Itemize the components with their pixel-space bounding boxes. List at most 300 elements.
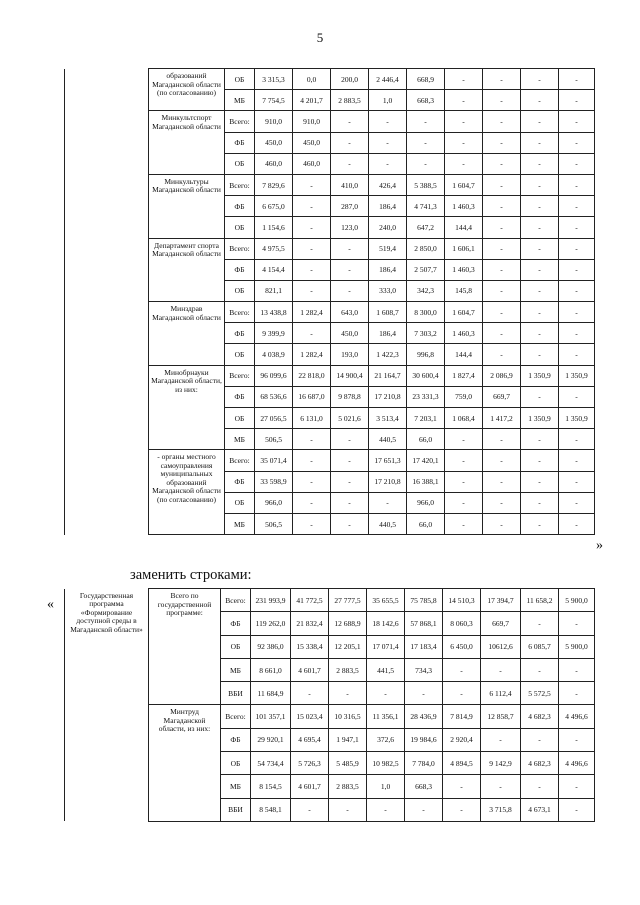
value-cell: 506,5 — [255, 429, 293, 450]
value-cell: 450,0 — [331, 323, 369, 344]
value-cell: 5 572,5 — [521, 682, 559, 705]
value-cell: - — [331, 450, 369, 471]
value-cell: - — [521, 612, 559, 635]
source-cell: МБ — [221, 775, 251, 798]
value-cell: 35 655,5 — [367, 589, 405, 612]
value-cell: 186,4 — [369, 196, 407, 217]
value-cell: - — [559, 775, 595, 798]
value-cell: 996,8 — [407, 344, 445, 365]
source-cell: ОБ — [225, 344, 255, 365]
value-cell: 643,0 — [331, 302, 369, 323]
value-cell: - — [483, 111, 521, 132]
value-cell: 966,0 — [407, 492, 445, 513]
value-cell: - — [329, 798, 367, 821]
value-cell: - — [445, 450, 483, 471]
value-cell: - — [559, 429, 595, 450]
source-cell: ОБ — [225, 217, 255, 238]
value-cell: - — [369, 132, 407, 153]
value-cell: - — [483, 450, 521, 471]
value-cell: 3 715,8 — [481, 798, 521, 821]
value-cell: - — [521, 302, 559, 323]
value-cell: - — [521, 90, 559, 111]
value-cell: 240,0 — [369, 217, 407, 238]
value-cell: 231 993,9 — [251, 589, 291, 612]
value-cell: 16 687,0 — [293, 386, 331, 407]
value-cell: 3 315,3 — [255, 69, 293, 90]
source-cell: ОБ — [221, 635, 251, 658]
value-cell: - — [559, 471, 595, 492]
value-cell: 17 210,8 — [369, 386, 407, 407]
value-cell: 1 154,6 — [255, 217, 293, 238]
value-cell: - — [559, 323, 595, 344]
value-cell: - — [559, 798, 595, 821]
value-cell: 1 606,1 — [445, 238, 483, 259]
value-cell: - — [445, 111, 483, 132]
value-cell: - — [331, 513, 369, 534]
value-cell: 1 282,4 — [293, 302, 331, 323]
value-cell: 2 883,5 — [329, 775, 367, 798]
value-cell: - — [293, 513, 331, 534]
value-cell: 17 420,1 — [407, 450, 445, 471]
value-cell: 4 496,6 — [559, 752, 595, 775]
value-cell: 440,5 — [369, 513, 407, 534]
value-cell: 506,5 — [255, 513, 293, 534]
value-cell: - — [521, 111, 559, 132]
value-cell: 0,0 — [293, 69, 331, 90]
source-cell: ФБ — [225, 323, 255, 344]
organization-cell: Минздрав Магаданской области — [149, 302, 225, 366]
value-cell: - — [445, 471, 483, 492]
value-cell: 1 460,3 — [445, 196, 483, 217]
value-cell: - — [445, 513, 483, 534]
value-cell: 119 262,0 — [251, 612, 291, 635]
value-cell: - — [483, 69, 521, 90]
value-cell: 10 316,5 — [329, 705, 367, 728]
value-cell: - — [483, 259, 521, 280]
value-cell: 333,0 — [369, 280, 407, 301]
value-cell: - — [521, 728, 559, 751]
value-cell: 19 984,6 — [405, 728, 443, 751]
value-cell: 734,3 — [405, 658, 443, 681]
source-cell: Всего: — [221, 589, 251, 612]
value-cell: 4 894,5 — [443, 752, 481, 775]
value-cell: 68 536,6 — [255, 386, 293, 407]
value-cell: 10612,6 — [481, 635, 521, 658]
source-cell: ОБ — [225, 280, 255, 301]
value-cell: - — [293, 471, 331, 492]
value-cell: - — [483, 217, 521, 238]
value-cell: - — [293, 217, 331, 238]
value-cell: 4 695,4 — [291, 728, 329, 751]
source-cell: ВБИ — [221, 798, 251, 821]
value-cell: - — [559, 513, 595, 534]
value-cell: - — [559, 259, 595, 280]
value-cell: - — [291, 798, 329, 821]
value-cell: 5 021,6 — [331, 408, 369, 429]
value-cell: 4 682,3 — [521, 705, 559, 728]
value-cell: 21 832,4 — [291, 612, 329, 635]
value-cell: - — [331, 280, 369, 301]
value-cell: 3 513,4 — [369, 408, 407, 429]
value-cell: 29 920,1 — [251, 728, 291, 751]
value-cell: - — [521, 429, 559, 450]
value-cell: 460,0 — [293, 153, 331, 174]
replace-instruction: заменить строками: — [130, 567, 252, 583]
value-cell: 1 350,9 — [559, 408, 595, 429]
value-cell: 8 661,0 — [251, 658, 291, 681]
value-cell: - — [559, 302, 595, 323]
source-cell: Всего: — [225, 111, 255, 132]
value-cell: 17 071,4 — [367, 635, 405, 658]
source-cell: ОБ — [225, 408, 255, 429]
value-cell: - — [483, 174, 521, 195]
value-cell: - — [521, 132, 559, 153]
value-cell: - — [331, 238, 369, 259]
value-cell: 410,0 — [331, 174, 369, 195]
value-cell: 1 604,7 — [445, 174, 483, 195]
source-cell: ОБ — [225, 153, 255, 174]
value-cell: - — [559, 90, 595, 111]
source-cell: ОБ — [225, 492, 255, 513]
value-cell: - — [293, 174, 331, 195]
value-cell: - — [483, 280, 521, 301]
value-cell: 4 682,3 — [521, 752, 559, 775]
source-cell: Всего: — [225, 174, 255, 195]
value-cell: - — [293, 280, 331, 301]
value-cell: - — [369, 492, 407, 513]
value-cell: 910,0 — [293, 111, 331, 132]
source-cell: ФБ — [225, 259, 255, 280]
value-cell: - — [483, 429, 521, 450]
value-cell: 17 394,7 — [481, 589, 521, 612]
value-cell: - — [483, 238, 521, 259]
value-cell: - — [559, 612, 595, 635]
value-cell: - — [559, 344, 595, 365]
value-cell: - — [293, 238, 331, 259]
value-cell: 23 331,3 — [407, 386, 445, 407]
value-cell: - — [331, 153, 369, 174]
value-cell: - — [443, 658, 481, 681]
value-cell: 4 201,7 — [293, 90, 331, 111]
value-cell: - — [521, 513, 559, 534]
value-cell: 668,9 — [407, 69, 445, 90]
value-cell: 14 900,4 — [331, 365, 369, 386]
value-cell: - — [521, 492, 559, 513]
value-cell: 12 205,1 — [329, 635, 367, 658]
value-cell: 669,7 — [481, 612, 521, 635]
value-cell: 2 086,9 — [483, 365, 521, 386]
value-cell: 16 388,1 — [407, 471, 445, 492]
value-cell: 193,0 — [331, 344, 369, 365]
value-cell: 6 112,4 — [481, 682, 521, 705]
value-cell: 287,0 — [331, 196, 369, 217]
value-cell: - — [559, 196, 595, 217]
value-cell: - — [483, 471, 521, 492]
value-cell: 669,7 — [483, 386, 521, 407]
source-cell: ФБ — [221, 612, 251, 635]
value-cell: 123,0 — [331, 217, 369, 238]
value-cell: 1,0 — [369, 90, 407, 111]
value-cell: 9 399,9 — [255, 323, 293, 344]
source-cell: ОБ — [225, 69, 255, 90]
value-cell: - — [521, 658, 559, 681]
value-cell: 4 741,3 — [407, 196, 445, 217]
value-cell: 440,5 — [369, 429, 407, 450]
value-cell: - — [445, 153, 483, 174]
value-cell: 4 601,7 — [291, 658, 329, 681]
value-cell: 14 510,3 — [443, 589, 481, 612]
value-cell: 200,0 — [331, 69, 369, 90]
value-cell: 27 056,5 — [255, 408, 293, 429]
value-cell: 647,2 — [407, 217, 445, 238]
value-cell: 5 485,9 — [329, 752, 367, 775]
value-cell: - — [369, 153, 407, 174]
value-cell: 4 673,1 — [521, 798, 559, 821]
value-cell: 8 060,3 — [443, 612, 481, 635]
organization-cell: Минтруд Магаданской области, из них: — [149, 705, 221, 821]
value-cell: 450,0 — [293, 132, 331, 153]
value-cell: - — [521, 323, 559, 344]
value-cell: 10 982,5 — [367, 752, 405, 775]
value-cell: - — [559, 682, 595, 705]
value-cell: - — [559, 658, 595, 681]
value-cell: 75 785,8 — [405, 589, 443, 612]
value-cell: 1 350,9 — [559, 365, 595, 386]
value-cell: - — [443, 682, 481, 705]
value-cell: - — [559, 132, 595, 153]
value-cell: 11 356,1 — [367, 705, 405, 728]
value-cell: 2 507,7 — [407, 259, 445, 280]
value-cell: 96 099,6 — [255, 365, 293, 386]
value-cell: - — [559, 238, 595, 259]
value-cell: 4 154,4 — [255, 259, 293, 280]
value-cell: 11 658,2 — [521, 589, 559, 612]
value-cell: - — [445, 69, 483, 90]
value-cell: - — [445, 90, 483, 111]
value-cell: 5 900,0 — [559, 635, 595, 658]
source-cell: МБ — [225, 429, 255, 450]
value-cell: 450,0 — [255, 132, 293, 153]
value-cell: 7 784,0 — [405, 752, 443, 775]
value-cell: - — [367, 798, 405, 821]
value-cell: 966,0 — [255, 492, 293, 513]
value-cell: - — [293, 323, 331, 344]
value-cell: - — [331, 259, 369, 280]
value-cell: - — [521, 153, 559, 174]
opening-quote: « — [47, 597, 54, 612]
value-cell: 8 154,5 — [251, 775, 291, 798]
value-cell: 12 858,7 — [481, 705, 521, 728]
value-cell: 426,4 — [369, 174, 407, 195]
value-cell: - — [331, 492, 369, 513]
value-cell: - — [521, 174, 559, 195]
value-cell: 144,4 — [445, 217, 483, 238]
value-cell: 1 350,9 — [521, 408, 559, 429]
organization-cell: Минкультуры Магаданской области — [149, 174, 225, 238]
value-cell: 7 754,5 — [255, 90, 293, 111]
value-cell: - — [405, 798, 443, 821]
source-cell: ФБ — [221, 728, 251, 751]
value-cell: 186,4 — [369, 259, 407, 280]
source-cell: ФБ — [225, 196, 255, 217]
value-cell: - — [521, 259, 559, 280]
value-cell: 8 548,1 — [251, 798, 291, 821]
budget-table-new — [64, 588, 595, 822]
value-cell: 18 142,6 — [367, 612, 405, 635]
value-cell: - — [559, 174, 595, 195]
value-cell: - — [521, 69, 559, 90]
value-cell: - — [483, 513, 521, 534]
closing-quote: » — [596, 538, 603, 553]
value-cell: - — [521, 775, 559, 798]
value-cell: 1 460,3 — [445, 259, 483, 280]
value-cell: 92 386,0 — [251, 635, 291, 658]
value-cell: - — [291, 682, 329, 705]
value-cell: - — [559, 111, 595, 132]
table-row — [65, 589, 595, 612]
organization-cell: Департамент спорта Магаданской области — [149, 238, 225, 302]
value-cell: 1 604,7 — [445, 302, 483, 323]
value-cell: - — [559, 153, 595, 174]
budget-table-old — [64, 68, 595, 535]
value-cell: - — [445, 132, 483, 153]
value-cell: 5 388,5 — [407, 174, 445, 195]
value-cell: 7 814,9 — [443, 705, 481, 728]
value-cell: 8 300,0 — [407, 302, 445, 323]
value-cell: 17 210,8 — [369, 471, 407, 492]
value-cell: 519,4 — [369, 238, 407, 259]
value-cell: 821,1 — [255, 280, 293, 301]
value-cell: 35 071,4 — [255, 450, 293, 471]
value-cell: 1 282,4 — [293, 344, 331, 365]
value-cell: 54 734,4 — [251, 752, 291, 775]
value-cell: 1 068,4 — [445, 408, 483, 429]
value-cell: 1 608,7 — [369, 302, 407, 323]
value-cell: 6 450,0 — [443, 635, 481, 658]
value-cell: - — [483, 492, 521, 513]
value-cell: - — [521, 217, 559, 238]
organization-cell: Всего по государственной программе: — [149, 589, 221, 705]
value-cell: 372,6 — [367, 728, 405, 751]
value-cell: 12 688,9 — [329, 612, 367, 635]
value-cell: 2 883,5 — [331, 90, 369, 111]
value-cell: - — [367, 682, 405, 705]
value-cell: - — [559, 450, 595, 471]
value-cell: 30 600,4 — [407, 365, 445, 386]
value-cell: 5 900,0 — [559, 589, 595, 612]
value-cell: - — [331, 111, 369, 132]
value-cell: 6 085,7 — [521, 635, 559, 658]
value-cell: 13 438,8 — [255, 302, 293, 323]
value-cell: - — [481, 658, 521, 681]
value-cell: 66,0 — [407, 513, 445, 534]
value-cell: 9 142,9 — [481, 752, 521, 775]
value-cell: 15 023,4 — [291, 705, 329, 728]
value-cell: 33 598,9 — [255, 471, 293, 492]
value-cell: 668,3 — [405, 775, 443, 798]
value-cell: 15 338,4 — [291, 635, 329, 658]
organization-cell: Минобрнауки Магаданской области, из них: — [149, 365, 225, 450]
value-cell: 2 446,4 — [369, 69, 407, 90]
value-cell: - — [483, 90, 521, 111]
source-cell: ФБ — [225, 386, 255, 407]
value-cell: 7 829,6 — [255, 174, 293, 195]
value-cell: 6 675,0 — [255, 196, 293, 217]
value-cell: - — [521, 238, 559, 259]
value-cell: 1 350,9 — [521, 365, 559, 386]
source-cell: Всего: — [225, 238, 255, 259]
value-cell: 144,4 — [445, 344, 483, 365]
value-cell: - — [407, 132, 445, 153]
value-cell: 2 883,5 — [329, 658, 367, 681]
value-cell: - — [521, 344, 559, 365]
value-cell: 1 460,3 — [445, 323, 483, 344]
value-cell: - — [443, 775, 481, 798]
source-cell: МБ — [221, 658, 251, 681]
source-cell: ВБИ — [221, 682, 251, 705]
value-cell: - — [483, 153, 521, 174]
value-cell: 910,0 — [255, 111, 293, 132]
value-cell: 101 357,1 — [251, 705, 291, 728]
value-cell: - — [481, 728, 521, 751]
value-cell: - — [559, 280, 595, 301]
value-cell: - — [331, 471, 369, 492]
value-cell: 4 601,7 — [291, 775, 329, 798]
value-cell: - — [521, 471, 559, 492]
value-cell: 1 947,1 — [329, 728, 367, 751]
value-cell: 27 777,5 — [329, 589, 367, 612]
source-cell: МБ — [225, 513, 255, 534]
value-cell: 1,0 — [367, 775, 405, 798]
organization-cell: Минкультспорт Магаданской области — [149, 111, 225, 175]
value-cell: 4 496,6 — [559, 705, 595, 728]
value-cell: 1 417,2 — [483, 408, 521, 429]
value-cell: - — [559, 69, 595, 90]
value-cell: 186,4 — [369, 323, 407, 344]
source-cell: ФБ — [225, 132, 255, 153]
source-cell: Всего: — [225, 450, 255, 471]
page-number: 5 — [316, 30, 324, 45]
source-cell: ФБ — [225, 471, 255, 492]
value-cell: - — [293, 259, 331, 280]
table-row — [65, 69, 595, 90]
value-cell: - — [369, 111, 407, 132]
value-cell: 668,3 — [407, 90, 445, 111]
value-cell: - — [483, 132, 521, 153]
value-cell: 4 975,5 — [255, 238, 293, 259]
value-cell: 1 422,3 — [369, 344, 407, 365]
value-cell: - — [331, 429, 369, 450]
value-cell: - — [559, 386, 595, 407]
value-cell: 2 920,4 — [443, 728, 481, 751]
value-cell: 759,0 — [445, 386, 483, 407]
value-cell: - — [407, 153, 445, 174]
value-cell: - — [559, 492, 595, 513]
value-cell: 7 203,1 — [407, 408, 445, 429]
value-cell: 17 651,3 — [369, 450, 407, 471]
value-cell: - — [445, 492, 483, 513]
value-cell: - — [293, 450, 331, 471]
value-cell: - — [445, 429, 483, 450]
value-cell: 41 772,5 — [291, 589, 329, 612]
value-cell: 28 436,9 — [405, 705, 443, 728]
value-cell: 22 818,0 — [293, 365, 331, 386]
value-cell: - — [483, 302, 521, 323]
source-cell: Всего: — [221, 705, 251, 728]
value-cell: - — [293, 429, 331, 450]
value-cell: 66,0 — [407, 429, 445, 450]
value-cell: 11 684,9 — [251, 682, 291, 705]
